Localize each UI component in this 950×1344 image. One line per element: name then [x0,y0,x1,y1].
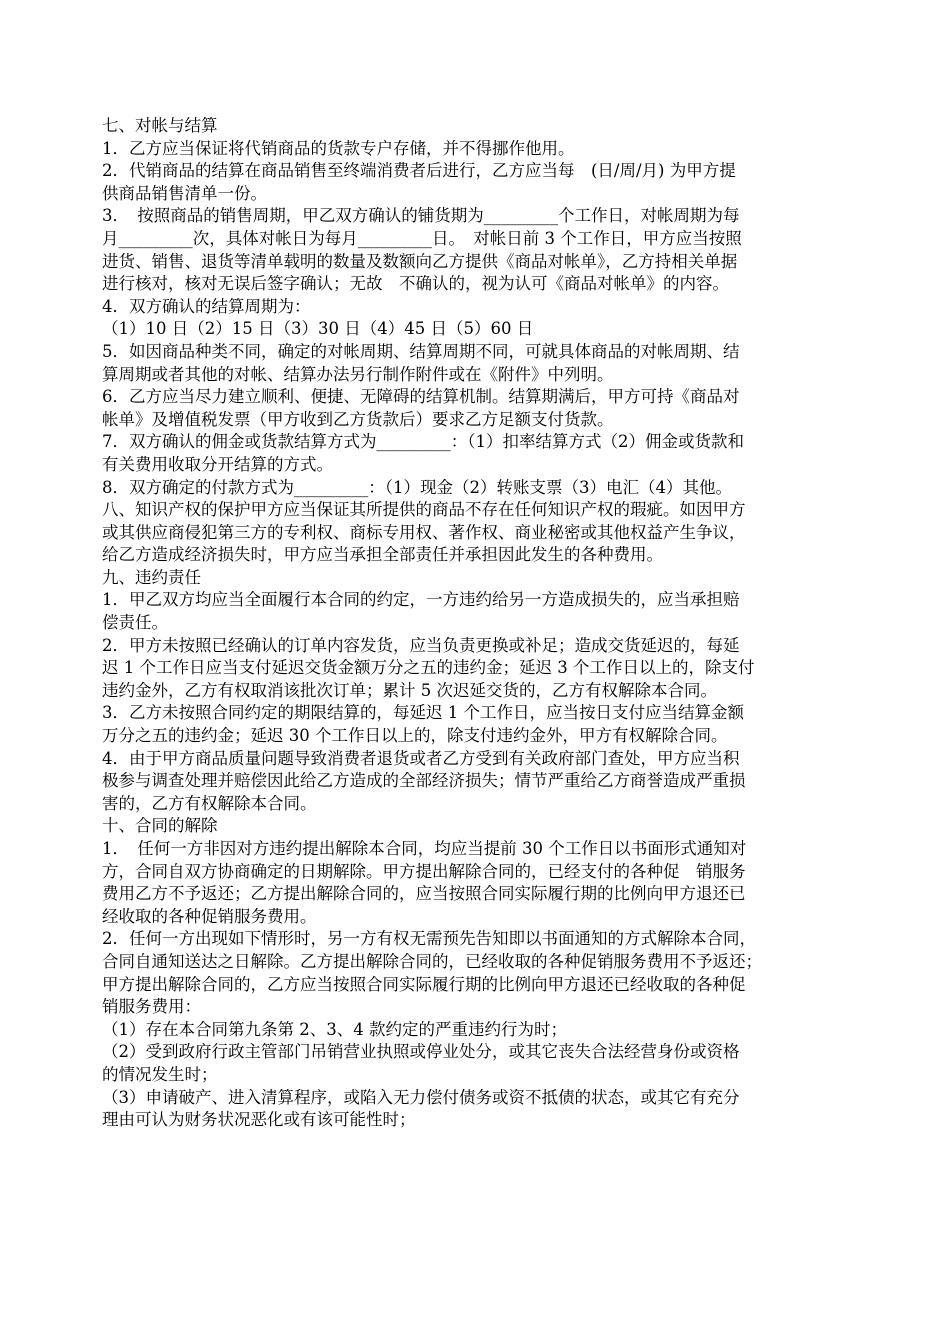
document-body [102,115,852,1132]
text-line: 七、对帐与结算 [102,116,218,135]
text-line: 经收取的各种促销服务费用。 [102,906,317,926]
text-line: 极参与调查处理并赔偿因此给乙方造成的全部经济损失；情节严重给乙方商誉造成严重损 [102,771,746,791]
text-line: （1）存在本合同第九条第 2、3、4 款约定的严重违约行为时； [102,1019,567,1039]
text-line: 销服务费用： [102,997,201,1017]
text-line: 给乙方造成经济损失时，甲方应当承担全部责任并承担因此发生的各种费用。 [102,545,663,565]
text-line: 害的，乙方有权解除本合同。 [102,793,317,813]
text-line: 费用乙方不予返还；乙方提出解除合同的，应当按照合同实际履行期的比例向甲方退还已 [102,884,746,904]
text-line: 供商品销售清单一份。 [102,183,267,203]
text-line: 十、合同的解除 [102,816,218,836]
text-line: 2．甲方未按照已经确认的订单内容发货，应当负责更换或补足；造成交货延迟的，每延 [102,635,740,655]
text-line: 4．双方确认的结算周期为： [102,296,311,316]
text-line: 甲方提出解除合同的，乙方应当按照合同实际履行期的比例向甲方退还已经收取的各种促 [102,974,746,994]
text-line: 的情况发生时； [102,1064,218,1084]
text-line: 九、违约责任 [102,567,201,587]
text-line: 合同自通知送达之日解除。乙方提出解除合同的，已经收取的各种促销服务费用不予返还； [102,951,762,971]
text-line: 帐单》及增值税发票（甲方收到乙方货款后）要求乙方足额支付货款。 [102,409,614,429]
text-line: 理由可认为财务状况恶化或有该可能性时； [102,1110,416,1130]
text-line: 7．双方确认的佣金或货款结算方式为_________：（1）扣率结算方式（2）佣金或货款和 [102,432,744,452]
text-line: 2．任何一方出现如下情形时，另一方有权无需预先告知即以书面通知的方式解除本合同， [102,929,756,949]
text-line: 有关费用收取分开结算的方式。 [102,454,333,474]
text-line: （1）10 日（2）15 日（3）30 日（4）45 日（5）60 日 [102,319,534,339]
text-line: 4．由于甲方商品质量问题导致消费者退货或者乙方受到有关政府部门查处，甲方应当积 [102,748,740,768]
text-line: 万分之五的违约金；延迟 30 个工作日以上的，除支付违约金外，甲方有权解除合同。 [102,726,728,746]
text-line: 算周期或者其他的对帐、结算办法另行制作附件或在《附件》中列明。 [102,364,614,384]
text-line: （3）申请破产、进入清算程序，或陷入无力偿付债务或资不抵债的状态，或其它有充分 [102,1087,740,1107]
text-line: （2）受到政府行政主管部门吊销营业执照或停业处分，或其它丧失合法经营身份或资格 [102,1042,740,1062]
text-line: 进行核对，核对无误后签字确认；无故 不确认的，视为认可《商品对帐单》的内容。 [102,274,729,294]
text-line: 3． 按照商品的销售周期，甲乙双方确认的铺货期为_________个工作日，对帐周期为每 [102,206,740,226]
text-line: 8．双方确定的付款方式为_________：（1）现金（2）转账支票（3）电汇（4）其他。 [102,477,732,497]
text-line: 进货、销售、退货等清单载明的数量及数额向乙方提供《商品对帐单》，乙方持相关单据 [102,251,738,271]
text-line: 迟 1 个工作日应当支付延迟交货金额万分之五的违约金；延迟 3 个工作日以上的，除支付 [102,658,755,678]
text-line: 5．如因商品种类不同，确定的对帐周期、结算周期不同，可就具体商品的对帐周期、结 [102,341,740,361]
text-line: 偿责任。 [102,613,168,633]
text-line: 3．乙方未按照合同约定的期限结算的，每延迟 1 个工作日，应当按日支付应当结算金额 [102,703,744,723]
text-line: 八、知识产权的保护甲方应当保证其所提供的商品不存在任何知识产权的瑕疵。如因甲方 [102,500,746,520]
text-line: 1． 任何一方非因对方违约提出解除本合同，均应当提前 30 个工作日以书面形式通知对 [102,839,747,858]
text-line: 2．代销商品的结算在商品销售至终端消费者后进行，乙方应当每 (日/周/月) 为甲方提 [102,161,736,181]
text-line: 1．甲乙双方均应当全面履行本合同的约定，一方违约给另一方造成损失的，应当承担赔 [102,590,740,610]
text-line: 1．乙方应当保证将代销商品的货款专户存储，并不得挪作他用。 [102,138,575,158]
text-line: 违约金外，乙方有权取消该批次订单；累计 5 次迟延交货的，乙方有权解除本合同。 [102,680,717,700]
text-line: 方，合同自双方协商确定的日期解除。甲方提出解除合同的，已经支付的各种促 销服务 [102,861,746,881]
text-line: 或其供应商侵犯第三方的专利权、商标专用权、著作权、商业秘密或其他权益产生争议， [102,522,746,542]
text-line: 6．乙方应当尽力建立顺利、便捷、无障碍的结算机制。结算期满后，甲方可持《商品对 [102,387,740,407]
text-line: 月_________次，具体对帐日为每月_________日。 对帐日前 3 个工作日，甲方应当按照 [102,228,742,248]
